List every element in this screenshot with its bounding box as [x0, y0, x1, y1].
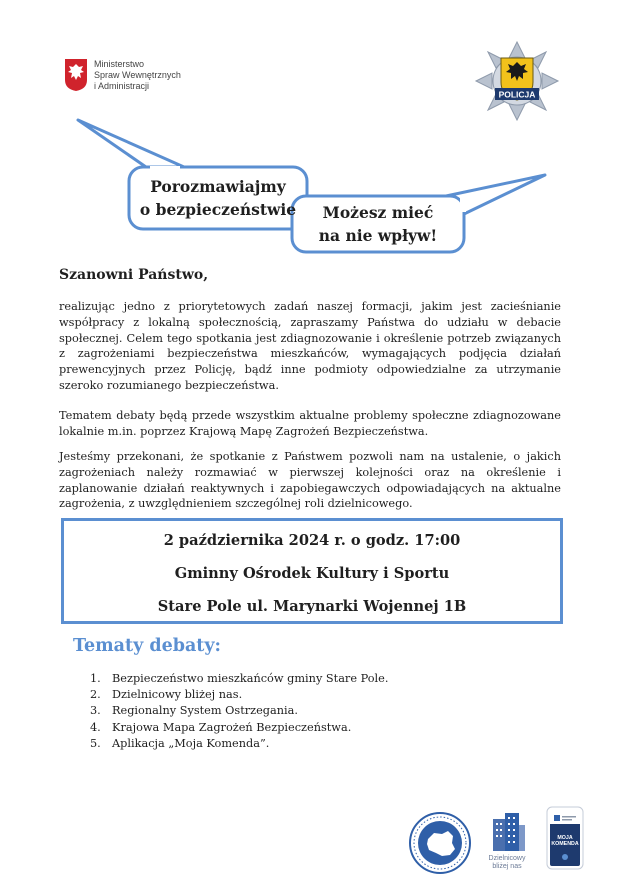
paragraph-topic: Tematem debaty będą przede wszystkim aktualne problemy społeczne zdiagnozowane lokalnie m.in. poprzez Krajową Mapę Zagrożeń Bezpieczeństwa. [59, 409, 561, 438]
event-venue: Gminny Ośrodek Kultury i Sportu [174, 565, 450, 582]
police-badge-label: POLICJA [498, 89, 536, 100]
event-address: Stare Pole ul. Marynarki Wojennej 1B [157, 598, 467, 615]
list-item: 3. Regionalny System Ostrzegania. [90, 704, 298, 718]
bubble-right: Możesz mieć na nie wpływ! [318, 203, 438, 245]
dzielnicowy-blizej-nas-logo [485, 809, 529, 879]
topics-list [90, 671, 388, 752]
dzielnicowy-caption: Dzielnicowy bliżej nas [488, 855, 526, 870]
event-details-box [61, 518, 563, 624]
paragraph-conviction: Jesteśmy przekonani, że spotkanie z Państwem pozwoli nam na ustalenie, o jakich zagrożeniach należy rozmawiać w pierwszej kolejności oraz na określenie i zaplanowanie działań reaktywnych i zapobiegawczych odpowiadających na aktualne zagrożenia, z uwzględnieniem szczególnej roli dzielnicowego. [59, 450, 561, 511]
list-item: 5. Aplikacja „Moja Komenda”. [90, 736, 270, 750]
bubble-left: Porozmawiajmy o bezpieczeństwie [139, 177, 297, 219]
mswia-name: Ministerstwo Spraw Wewnętrznych i Administracji [94, 59, 181, 91]
greeting: Szanowni Państwo, [59, 267, 209, 283]
national-safety-map-logo [408, 811, 472, 875]
building-icon [485, 809, 529, 853]
topics-heading: Tematy debaty: [73, 636, 222, 656]
event-date: 2 października 2024 r. o godz. 17:00 [163, 532, 461, 549]
list-item: 4. Krajowa Mapa Zagrożeń Bezpieczeństwa. [90, 720, 352, 734]
moja-komenda-caption: MOJA KOMENDA [551, 835, 579, 847]
paragraph-intro: realizując jedno z priorytetowych zadań naszej formacji, jakim jest zacieśnianie współpracy z lokalną społecznością, zapraszamy Państwa do udziału w debacie społecznej. Celem tego spotkania jest zdiagnozowanie i określenie potrzeb związanych z zagrożeniami bezpieczeństwa mieszkańców, wymagających podjęcia działań prewencyjnych przez Policję, bądź inne podmioty odpowiedzialne za utrzymanie szeroko rozumianego bezpieczeństwa. [59, 300, 561, 392]
list-item: 1. Bezpieczeństwo mieszkańców gminy Stare Pole. [90, 672, 389, 685]
moja-komenda-logo [546, 806, 584, 870]
list-item: 2. Dzielnicowy bliżej nas. [90, 688, 243, 702]
